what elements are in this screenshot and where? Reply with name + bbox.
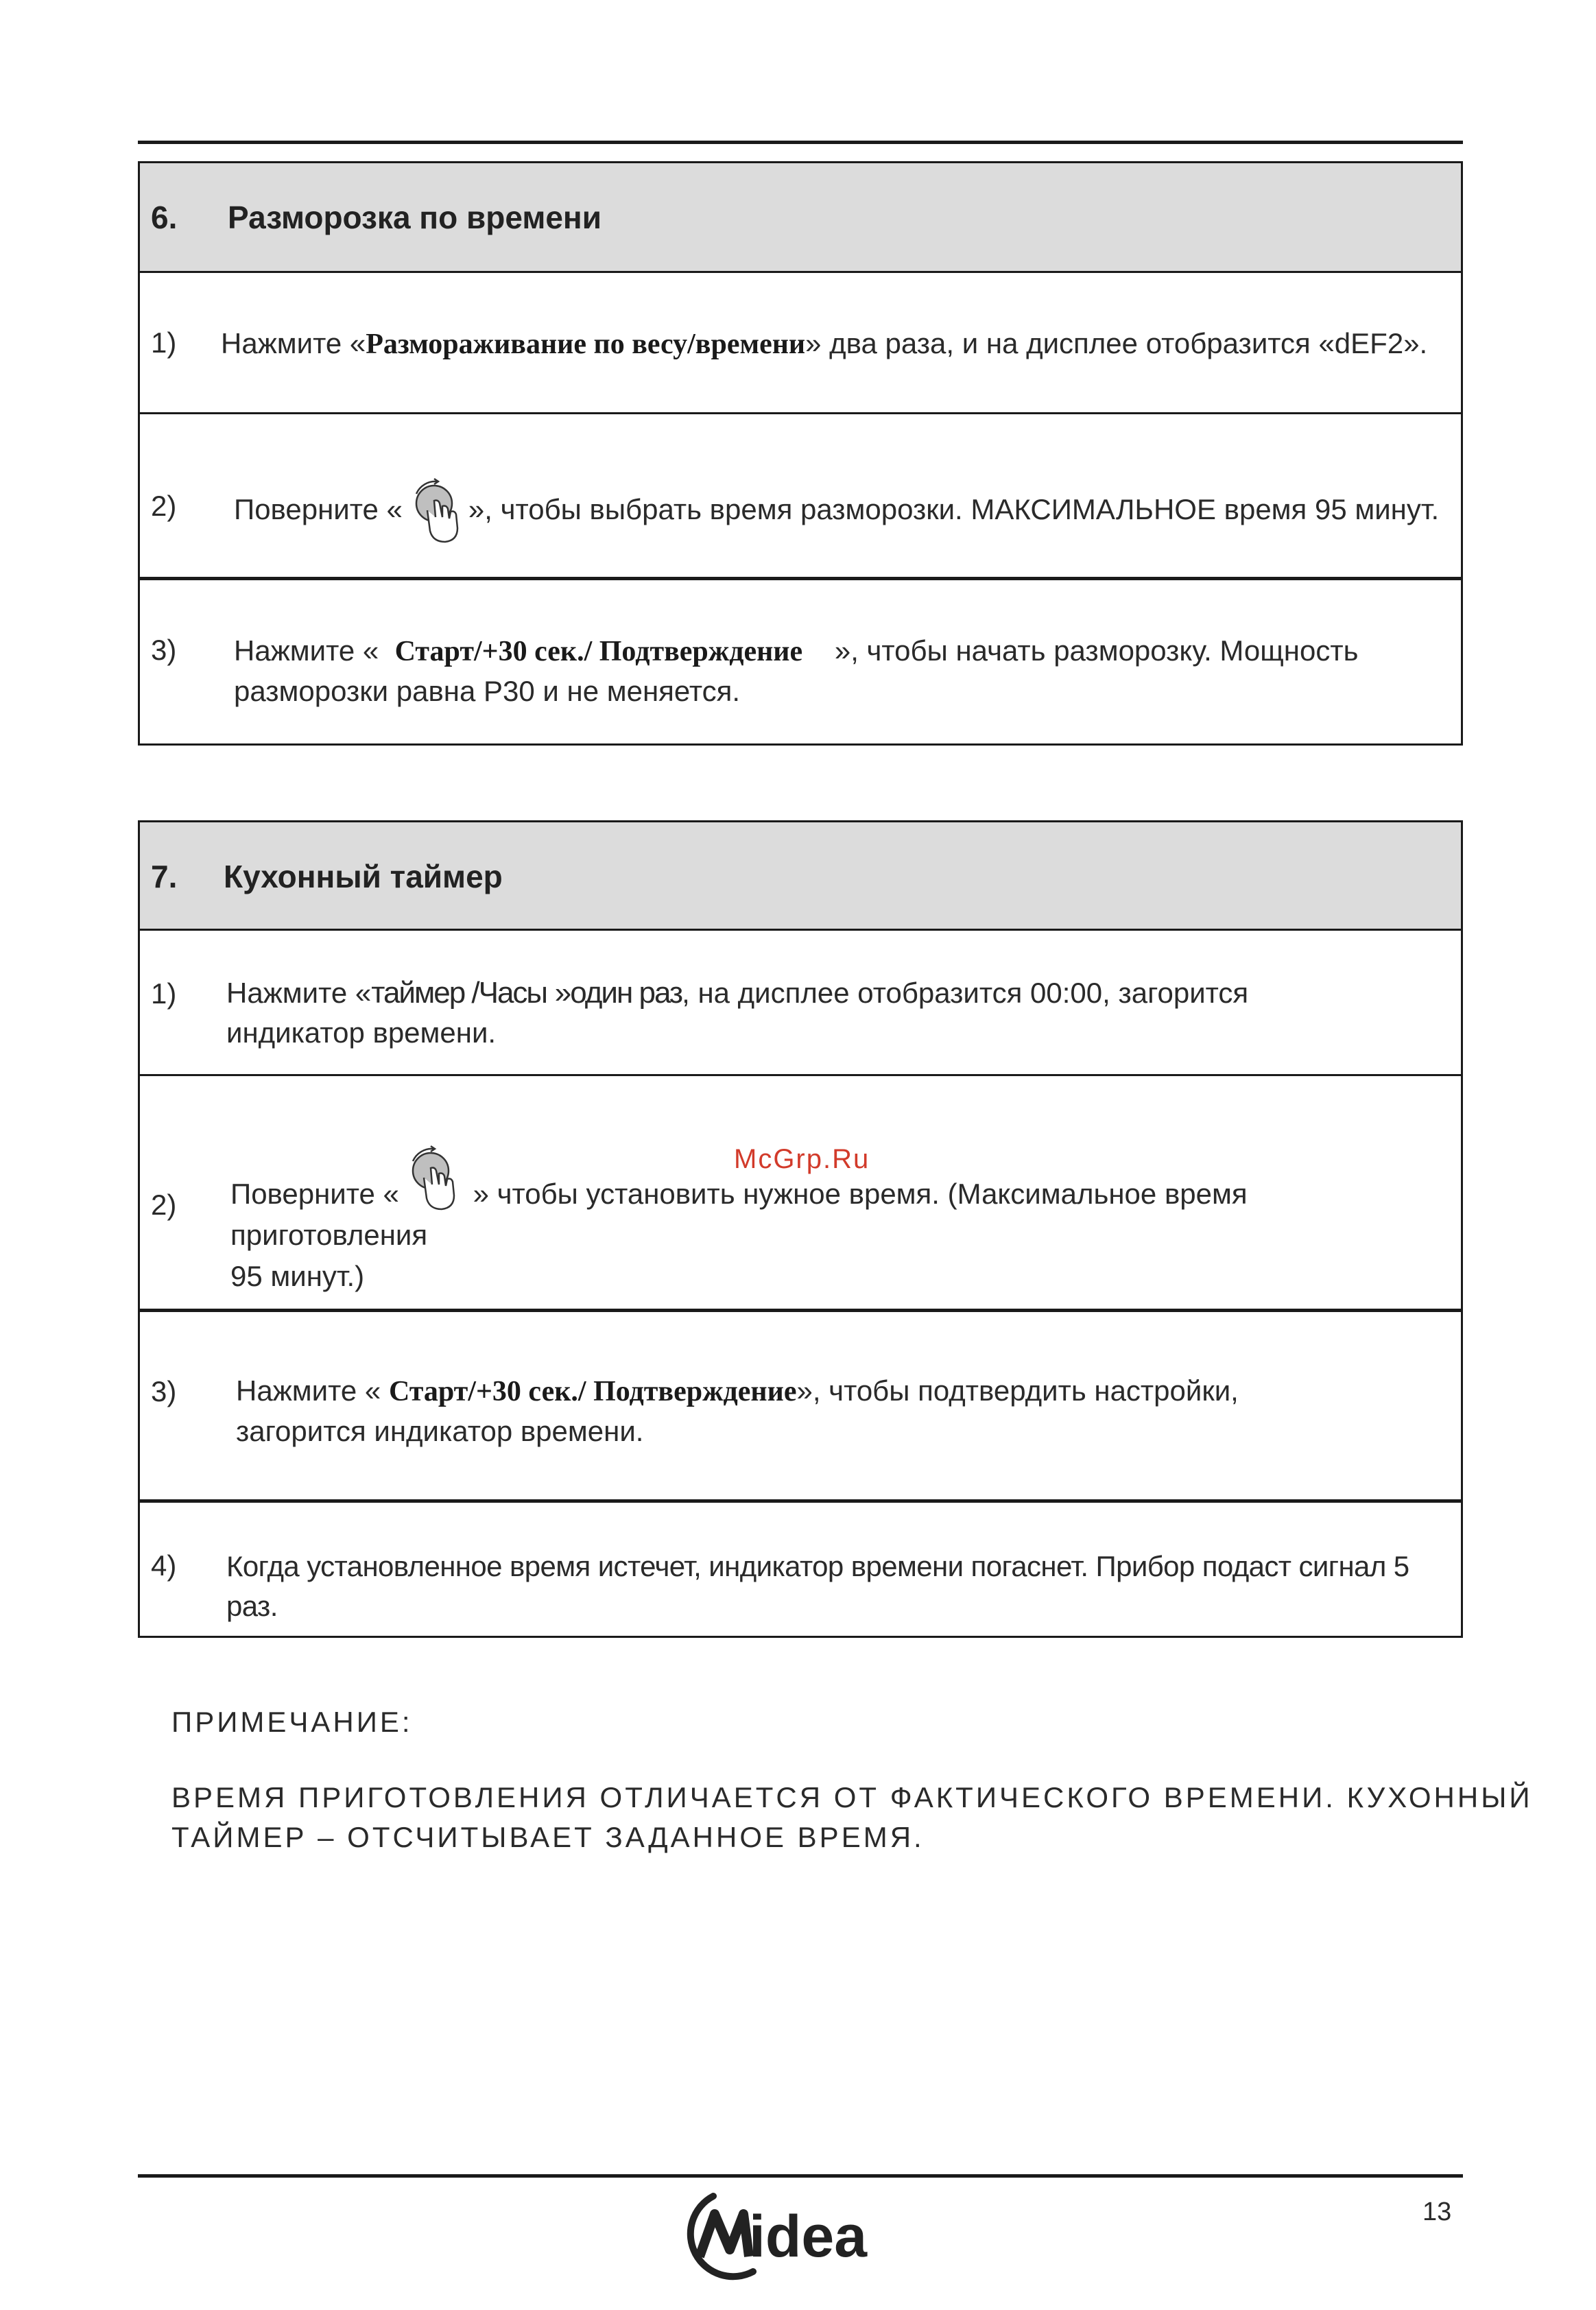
- step-text: [221, 324, 1450, 364]
- step-line-2: загорится индикатор времени.: [236, 1415, 644, 1447]
- step-text-pre: Нажмите «: [236, 1374, 381, 1407]
- step-line-2: разморозки равна P30 и не меняется.: [234, 675, 741, 707]
- step-text-post: », чтобы выбрать время разморозки. МАКСИМАЛЬНОЕ время 95 минут.: [468, 493, 1440, 525]
- step-text-post: », чтобы подтвердить настройки,: [796, 1374, 1239, 1407]
- note-heading: ПРИМЕЧАНИЕ:: [171, 1706, 413, 1738]
- timer-clock-button-label: таймер /Часы: [371, 976, 547, 1010]
- section-7-kitchen-timer: [138, 820, 1463, 1638]
- step-text-post: » два раза, и на дисплее отобразится «dEF2».: [805, 327, 1428, 359]
- step-text-pre: Поверните «: [230, 1178, 399, 1210]
- step-line-1: [236, 1371, 1450, 1412]
- step-number: 1): [151, 326, 177, 359]
- step-text: Когда установленное время истечет, индикатор времени погаснет. Прибор подаст сигнал 5 раз.: [226, 1550, 1409, 1622]
- step-text: [234, 472, 1450, 547]
- step-row: [140, 1076, 1461, 1311]
- brand-logotype: idea: [749, 2204, 868, 2270]
- note-line-1: ВРЕМЯ ПРИГОТОВЛЕНИЯ ОТЛИЧАЕТСЯ ОТ ФАКТИЧЕСКОГО ВРЕМЕНИ. КУХОННЫЙ: [171, 1781, 1533, 1813]
- bottom-rule: [138, 2174, 1463, 2178]
- step-text-post: , на дисплее отобразится 00:00, загорится: [682, 977, 1249, 1009]
- step-text-post: » чтобы установить нужное время. (Максимальное время приготовления: [230, 1178, 1248, 1251]
- watermark: McGrp.Ru: [734, 1144, 870, 1174]
- step-number: 4): [151, 1549, 177, 1582]
- step-row: [140, 273, 1461, 414]
- step-text: [234, 631, 1450, 711]
- step-text-pre: Нажмите «: [221, 327, 366, 359]
- knob-icon: [407, 476, 464, 547]
- step-text-mid: »один раз: [554, 976, 682, 1010]
- knob-icon: [403, 1143, 461, 1215]
- section-number: 7.: [151, 859, 178, 894]
- step-number: 1): [151, 977, 177, 1010]
- note-line-2: ТАЙМЕР – ОТСЧИТЫВАЕТ ЗАДАННОЕ ВРЕМЯ.: [171, 1821, 925, 1853]
- top-rule: [138, 141, 1463, 144]
- step-text-pre: Поверните «: [234, 493, 403, 525]
- step-line-1: [234, 631, 1450, 671]
- section-6-header: [140, 163, 1461, 273]
- midea-logo: [672, 2181, 919, 2284]
- page-number: 13: [1422, 2198, 1452, 2226]
- step-text: [236, 1371, 1450, 1451]
- start-button-label: Старт/+30 сек./ Подтверждение: [388, 1376, 797, 1407]
- section-title: Кухонный таймер: [224, 859, 503, 894]
- step-number: 3): [151, 1375, 177, 1407]
- defrost-button-label: Размораживание по весу/времени: [366, 329, 806, 360]
- step-text-pre: Нажмите «: [234, 634, 379, 667]
- section-7-header: [140, 822, 1461, 931]
- step-row: [140, 1311, 1461, 1501]
- section-6-defrost-by-time: [138, 161, 1463, 746]
- step-row: [140, 414, 1461, 579]
- step-row: [140, 579, 1461, 743]
- step-line-2: индикатор времени.: [226, 1016, 497, 1049]
- step-line-1: [226, 973, 1450, 1013]
- step-text: [226, 973, 1450, 1053]
- section-number: 6.: [151, 200, 178, 235]
- step-line-2: 95 минут.): [230, 1260, 365, 1292]
- step-number: 2): [151, 1189, 177, 1221]
- step-number: 3): [151, 634, 177, 666]
- step-row: [140, 931, 1461, 1076]
- step-text-pre: Нажмите «: [226, 977, 372, 1009]
- step-text-post: », чтобы начать разморозку. Мощность: [834, 634, 1359, 667]
- section-title: Разморозка по времени: [228, 200, 602, 235]
- start-button-label: Старт/+30 сек./ Подтверждение: [394, 636, 803, 667]
- step-number: 2): [151, 490, 177, 522]
- step-row: [140, 1501, 1461, 1636]
